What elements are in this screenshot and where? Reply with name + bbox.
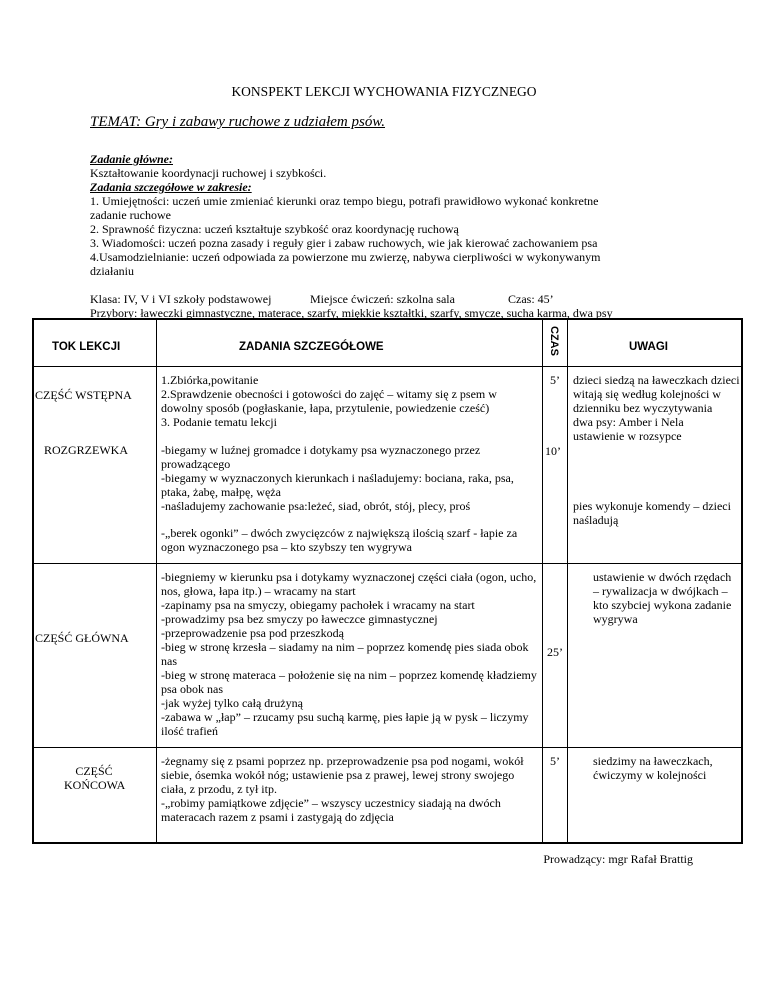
time-final: 5’ [550,754,560,768]
header-notes: UWAGI [629,341,668,353]
notes-intro: dzieci siedzą na ławeczkach dzieci witają się według kolejności w dzienniku bez wyczytywania dwa psy: Amber i Nela ustawienie w rozsypce [573,373,740,443]
tasks-main: -biegniemy w kierunku psa i dotykamy wyznaczonej części ciała (ogon, ucho, nos, głowa, łapa itp.) – wracamy na start -zapinamy psa na smyczy, obiegamy pachołek i wracamy na start -prowadzimy psa bez smyczy po ławeczce gimnastycznej -przeprowadzenie psa pod przeszkodą -bieg w stronę krzesła – siadamy na nim – poprzez komendę pies siada obok nas -bieg w stronę materaca – położenie się na nim – poprzez komendę kładziemy psa obok nas -jak wyżej tylko całą drużyną -zabawa w „łap” – rzucamy psu suchą karmę, pies łapie ją w pysk – liczymy ilość trafień [161,570,537,738]
stage-main: CZĘŚĆ GŁÓWNA [35,631,129,645]
detailed-task-line: 2. Sprawność fizyczna: uczeń kształtuje szybkość oraz koordynację ruchową [90,222,459,236]
detailed-task-line: działaniu [90,264,134,278]
tasks-tag-game: -„berek ogonki” – dwóch zwycięzców z największą ilością szarf - łapie za ogon wyznaczonego psa – kto szybszy ten wygrywa [161,526,518,554]
stage-intro: CZĘŚĆ WSTĘPNA [35,388,132,402]
class-info: Klasa: IV, V i VI szkoły podstawowej [90,292,272,306]
notes-final: siedzimy na ławeczkach, ćwiczymy w kolejności [593,754,713,782]
header-divider [34,366,741,367]
time-main: 25’ [547,645,563,659]
time-intro: 5’ [550,373,560,387]
detailed-tasks-label: Zadania szczegółowe w zakresie: [90,180,252,194]
main-task-text: Kształtowanie koordynacji ruchowej i szybkości. [90,166,327,180]
notes-warmup: pies wykonuje komendy – dzieci naśladują [573,499,731,527]
header-time: CZAS [548,326,560,356]
time-info: Czas: 45’ [508,292,554,306]
detailed-task-line: 3. Wiadomości: uczeń pozna zasady i reguły gier i zabaw ruchowych, wie jak kierować zachowaniem psa [90,236,598,250]
tasks-final: -żegnamy się z psami poprzez np. przeprowadzenie psa pod nogami, wokół siebie, ósemka wokół nóg; ustawienie psa z prawej, lewej strony swojego ciała, z przodu, z tył itp. -„robimy pamiątkowe zdjęcie” – wszyscy uczestnicy siadają na dwóch materacach razem z psami i zastygają do zdjęcia [161,754,524,824]
equipment-info: Przybory: ławeczki gimnastyczne, materace, szarfy, miękkie kształtki, szarfy, smycze, sucha karma, dwa psy [90,306,613,320]
notes-main: ustawienie w dwóch rzędach – rywalizacja w dwójkach – kto szybciej wykona zadanie wygrywa [593,570,732,626]
row-divider [34,563,741,564]
stage-warmup: ROZGRZEWKA [44,443,128,457]
place-info: Miejsce ćwiczeń: szkolna sala [310,292,455,306]
header-stage: TOK LEKCJI [52,341,121,353]
header-tasks: ZADANIA SZCZEGÓŁOWE [239,341,384,353]
lesson-topic: TEMAT: Gry i zabawy ruchowe z udziałem psów. [90,114,385,130]
teacher-signature: Prowadzący: mgr Rafał Brattig [543,852,693,866]
detailed-task-line: zadanie ruchowe [90,208,171,222]
row-divider [34,747,741,748]
tasks-warmup: -biegamy w luźnej gromadce i dotykamy psa wyznaczonego przez prowadzącego -biegamy w wyznaczonych kierunkach i naśladujemy: bociana, raka, psa, ptaka, żabę, małpę, węża -naśladujemy zachowanie psa:leżeć, siad, obrót, stój, plecy, proś [161,443,514,513]
time-warmup: 10’ [545,444,561,458]
stage-final: CZĘŚĆ KOŃCOWA [64,764,126,792]
detailed-task-line: 1. Umiejętności: uczeń umie zmieniać kierunki oraz tempo biegu, potrafi prawidłowo wykonać konkretne [90,194,599,208]
tasks-intro: 1.Zbiórka,powitanie 2.Sprawdzenie obecności i gotowości do zajęć – witamy się z psem w dowolny sposób (pogłaskanie, łapa, przytulenie, powiedzenie cześć) 3. Podanie tematu lekcji [161,373,497,429]
main-task-label: Zadanie główne: [90,152,173,166]
detailed-task-line: 4.Usamodzielnianie: uczeń odpowiada za powierzone mu zwierzę, nabywa cierpliwości w wykonywanym [90,250,601,264]
document-title: KONSPEKT LEKCJI WYCHOWANIA FIZYCZNEGO [231,84,537,99]
lesson-plan-table [32,318,743,844]
